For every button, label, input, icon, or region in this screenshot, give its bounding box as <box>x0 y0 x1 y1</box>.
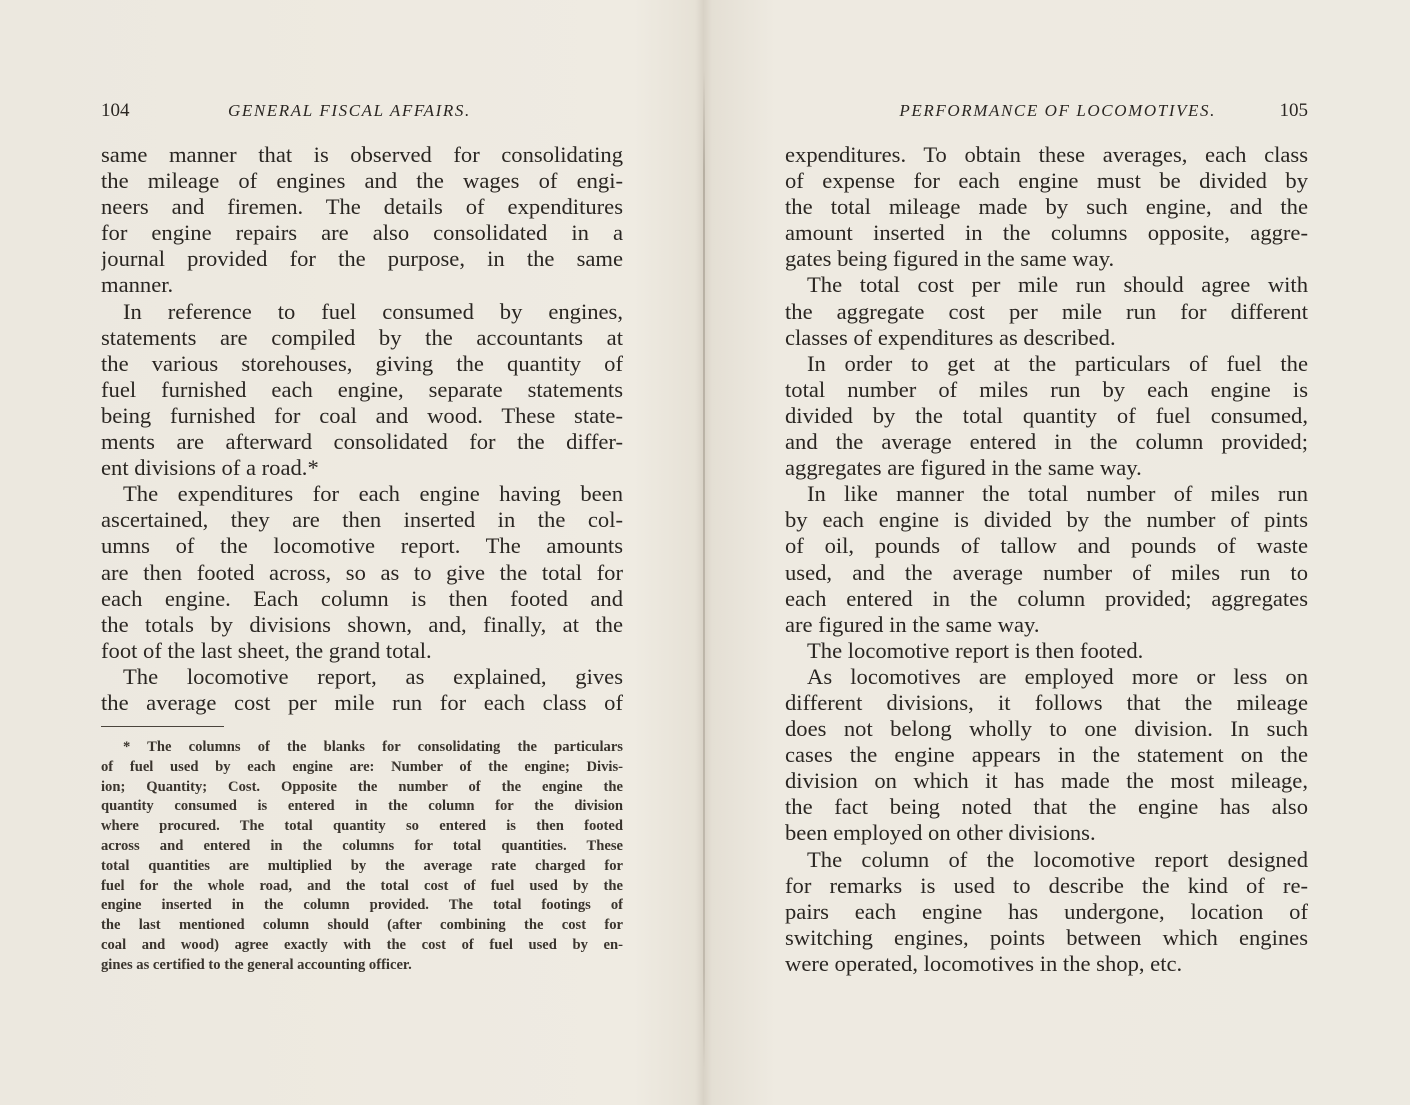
text-line: amount inserted in the columns opposite, aggre- <box>785 220 1308 246</box>
footnote-divider <box>101 726 224 727</box>
text-line: for remarks is used to describe the kind of re- <box>785 872 1308 898</box>
text-line: In reference to fuel consumed by engines, <box>123 298 623 324</box>
text-line: The locomotive report is then footed. <box>807 637 1144 663</box>
text-line: umns of the locomotive report. The amounts <box>101 533 623 559</box>
text-line: different divisions, it follows that the mileage <box>785 689 1308 715</box>
left-body-text <box>101 142 623 716</box>
text-line: the aggregate cost per mile run for different <box>785 298 1308 324</box>
text-line: In like manner the total number of miles run <box>807 481 1308 507</box>
text-line: The expenditures for each engine having been <box>123 481 623 507</box>
text-line: In order to get at the particulars of fuel the <box>807 350 1308 376</box>
text-line: neers and firemen. The details of expenditures <box>101 194 623 220</box>
text-line: the various storehouses, giving the quantity of <box>101 350 623 376</box>
text-line: expenditures. To obtain these averages, each class <box>785 142 1308 167</box>
left-running-title: GENERAL FISCAL AFFAIRS. <box>228 101 471 120</box>
left-running-head <box>101 98 623 124</box>
text-line: manner. <box>101 272 174 298</box>
text-line: total number of miles run by each engine is <box>785 376 1308 402</box>
text-line: are then footed across, so as to give the total for <box>101 559 623 585</box>
right-running-title: PERFORMANCE OF LOCOMOTIVES. <box>899 101 1216 120</box>
text-line: and the average entered in the column provided; <box>785 429 1308 455</box>
text-line: used, and the average number of miles run to <box>785 559 1308 585</box>
text-line: does not belong wholly to one division. In such <box>785 716 1308 742</box>
text-line: The locomotive report, as explained, gives <box>123 663 623 689</box>
text-line: journal provided for the purpose, in the same <box>101 246 623 272</box>
footnote-line: * The columns of the blanks for consolidating the particulars <box>123 739 623 755</box>
text-line: each entered in the column provided; aggregates <box>785 585 1308 611</box>
footnote-line: gines as certified to the general accounting officer. <box>101 956 412 973</box>
text-line: aggregates are figured in the same way. <box>785 455 1142 481</box>
left-page-number: 104 <box>101 100 130 121</box>
text-line: the total mileage made by such engine, and the <box>785 194 1308 220</box>
text-line: The column of the locomotive report designed <box>807 846 1308 872</box>
text-line: pairs each engine has undergone, location of <box>785 898 1308 924</box>
text-line: were operated, locomotives in the shop, etc. <box>785 950 1183 976</box>
right-page <box>705 0 1410 1105</box>
text-line: The total cost per mile run should agree with <box>807 272 1308 298</box>
text-line: switching engines, points between which engines <box>785 924 1308 950</box>
text-line: the mileage of engines and the wages of engi- <box>101 168 623 194</box>
text-line: each engine. Each column is then footed and <box>101 585 623 611</box>
text-line: ent divisions of a road.* <box>101 455 319 481</box>
text-line: statements are compiled by the accountants at <box>101 324 623 350</box>
text-line: foot of the last sheet, the grand total. <box>101 637 432 663</box>
text-line: gates being figured in the same way. <box>785 246 1115 272</box>
text-line: of expense for each engine must be divided by <box>785 168 1308 194</box>
text-line: divided by the total quantity of fuel consumed, <box>785 402 1308 428</box>
footnote-line: the last mentioned column should (after combining the cost for <box>101 917 623 934</box>
text-line: the totals by divisions shown, and, finally, at the <box>101 611 623 637</box>
text-line: being furnished for coal and wood. These state- <box>101 402 623 428</box>
footnote-line: where procured. The total quantity so entered is then footed <box>101 818 623 835</box>
text-line: for engine repairs are also consolidated in a <box>101 220 623 246</box>
text-line: As locomotives are employed more or less on <box>807 663 1308 689</box>
footnote-line: quantity consumed is entered in the column for the division <box>101 798 623 815</box>
text-line: been employed on other divisions. <box>785 820 1096 846</box>
footnote-line: across and entered in the columns for total quantities. These <box>101 837 623 854</box>
text-line: classes of expenditures as described. <box>785 324 1116 350</box>
text-line: same manner that is observed for consolidating <box>101 142 623 167</box>
footnote <box>101 738 623 976</box>
footnote-line: ion; Quantity; Cost. Opposite the number of the engine the <box>101 778 623 795</box>
right-body-text <box>785 142 1308 977</box>
footnote-line: total quantities are multiplied by the average rate charged for <box>101 857 623 874</box>
text-line: the fact being noted that the engine has also <box>785 794 1308 820</box>
text-line: the average cost per mile run for each class of <box>101 689 623 715</box>
text-line: fuel furnished each engine, separate statements <box>101 376 623 402</box>
footnote-line: coal and wood) agree exactly with the cost of fuel used by en- <box>101 936 623 953</box>
right-page-number: 105 <box>1279 100 1308 121</box>
text-line: of oil, pounds of tallow and pounds of waste <box>785 533 1308 559</box>
left-page <box>0 0 700 1105</box>
footnote-line: fuel for the whole road, and the total cost of fuel used by the <box>101 877 623 894</box>
text-line: cases the engine appears in the statement on the <box>785 742 1308 768</box>
footnote-line: of fuel used by each engine are: Number of the engine; Divis- <box>101 758 623 775</box>
text-line: ments are afterward consolidated for the differ- <box>101 429 623 455</box>
footnote-line: engine inserted in the column provided. The total footings of <box>101 897 623 914</box>
right-running-head <box>785 98 1308 124</box>
text-line: division on which it has made the most mileage, <box>785 768 1308 794</box>
text-line: by each engine is divided by the number of pints <box>785 507 1308 533</box>
text-line: are figured in the same way. <box>785 611 1040 637</box>
text-line: ascertained, they are then inserted in the col- <box>101 507 623 533</box>
